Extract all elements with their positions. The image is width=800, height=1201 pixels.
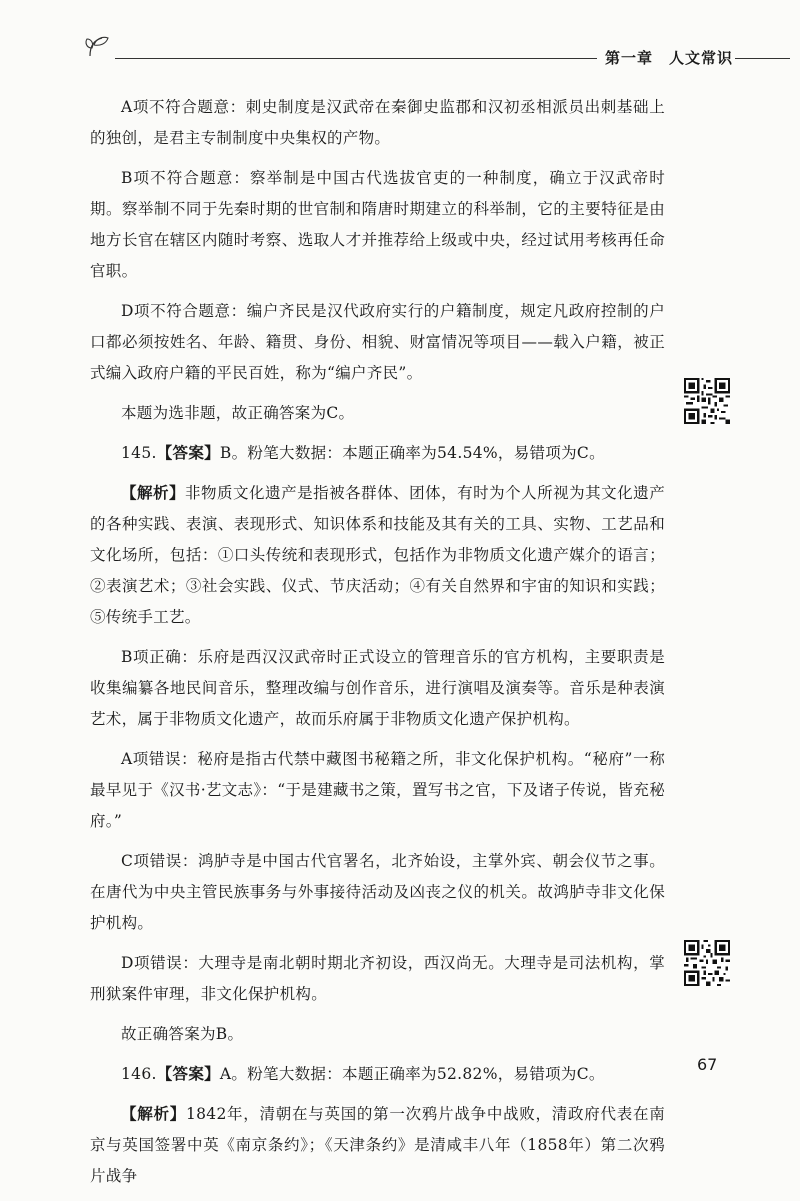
paragraph-145-b: B项正确：乐府是西汉汉武帝时正式设立的管理音乐的官方机构，主要职责是收集编纂各地民间音乐，整理改编与创作音乐，进行演唱及演奏等。音乐是种表演艺术，属于非物质文化遗产，故而乐府属于非物质文化遗产保护机构。 [90, 648, 665, 728]
analysis-tag: 【解析】 [121, 483, 186, 502]
answer-145 [90, 437, 665, 469]
analysis-tag: 【解析】 [121, 1104, 186, 1123]
header-rule-right [735, 58, 790, 59]
page-header [0, 0, 800, 80]
answer-146 [90, 1058, 665, 1090]
analysis-146 [90, 1098, 665, 1192]
analysis-text: 1842年，清朝在与英国的第一次鸦片战争中战败，清政府代表在南京与英国签署中英《南京条约》；《天津条约》是清咸丰八年（1858年）第二次鸦片战争 [90, 1105, 666, 1185]
qr-code-icon[interactable] [684, 378, 730, 424]
page-number: 67 [697, 1055, 718, 1074]
paragraph-conclusion: 本题为选非题，故正确答案为C。 [121, 404, 355, 422]
paragraph-145-conclusion: 故正确答案为B。 [121, 1025, 244, 1043]
chapter-title: 第一章 人文常识 [605, 49, 734, 67]
page-body [90, 92, 665, 1201]
paragraph-145-a: A项错误：秘府是指古代禁中藏图书秘籍之所，非文化保护机构。“秘府”一称最早见于《汉书·艺文志》：“于是建藏书之策，置写书之官，下及诸子传说，皆充秘府。” [90, 750, 665, 830]
answer-tag: 【答案】 [156, 1064, 220, 1083]
answer-text: A。粉笔大数据：本题正确率为52.82%，易错项为C。 [219, 1065, 605, 1083]
qr-code-icon[interactable] [684, 940, 730, 986]
paragraph-145-d: D项错误：大理寺是南北朝时期北齐初设，西汉尚无。大理寺是司法机构，掌刑狱案件审理，非文化保护机构。 [90, 954, 665, 1003]
paragraph-145-c: C项错误：鸿胪寺是中国古代官署名，北齐始设，主掌外宾、朝会仪节之事。在唐代为中央主管民族事务与外事接待活动及凶丧之仪的机关。故鸿胪寺非文化保护机构。 [90, 852, 665, 932]
paragraph-option-a: A项不符合题意：刺史制度是汉武帝在秦御史监郡和汉初丞相派员出刺基础上的独创，是君主专制制度中央集权的产物。 [90, 98, 665, 147]
paragraph-option-b: B项不符合题意：察举制是中国古代选拔官吏的一种制度，确立于汉武帝时期。察举制不同于先秦时期的世官制和隋唐时期建立的科举制，它的主要特征是由地方长官在辖区内随时考察、选取人才并推荐给上级或中央，经过试用考核再任命官职。 [90, 169, 665, 280]
question-number: 145. [121, 444, 157, 462]
question-number: 146. [121, 1065, 157, 1083]
analysis-145 [90, 477, 665, 633]
answer-text: B。粉笔大数据：本题正确率为54.54%，易错项为C。 [219, 444, 605, 462]
leaf-sprout-icon [84, 34, 112, 58]
paragraph-option-d: D项不符合题意：编户齐民是汉代政府实行的户籍制度，规定凡政府控制的户口都必须按姓名、年龄、籍贯、身份、相貌、财富情况等项目——载入户籍，被正式编入政府户籍的平民百姓，称为“编户齐民”。 [90, 302, 665, 382]
answer-tag: 【答案】 [156, 443, 220, 462]
analysis-text: 非物质文化遗产是指被各群体、团体，有时为个人所视为其文化遗产的各种实践、表演、表现形式、知识体系和技能及其有关的工具、实物、工艺品和文化场所，包括：①口头传统和表现形式，包括作为非物质文化遗产媒介的语言；②表演艺术；③社会实践、仪式、节庆活动；④有关自然界和宇宙的知识和实践；⑤传统手工艺。 [90, 484, 665, 626]
header-rule-left [115, 58, 597, 59]
